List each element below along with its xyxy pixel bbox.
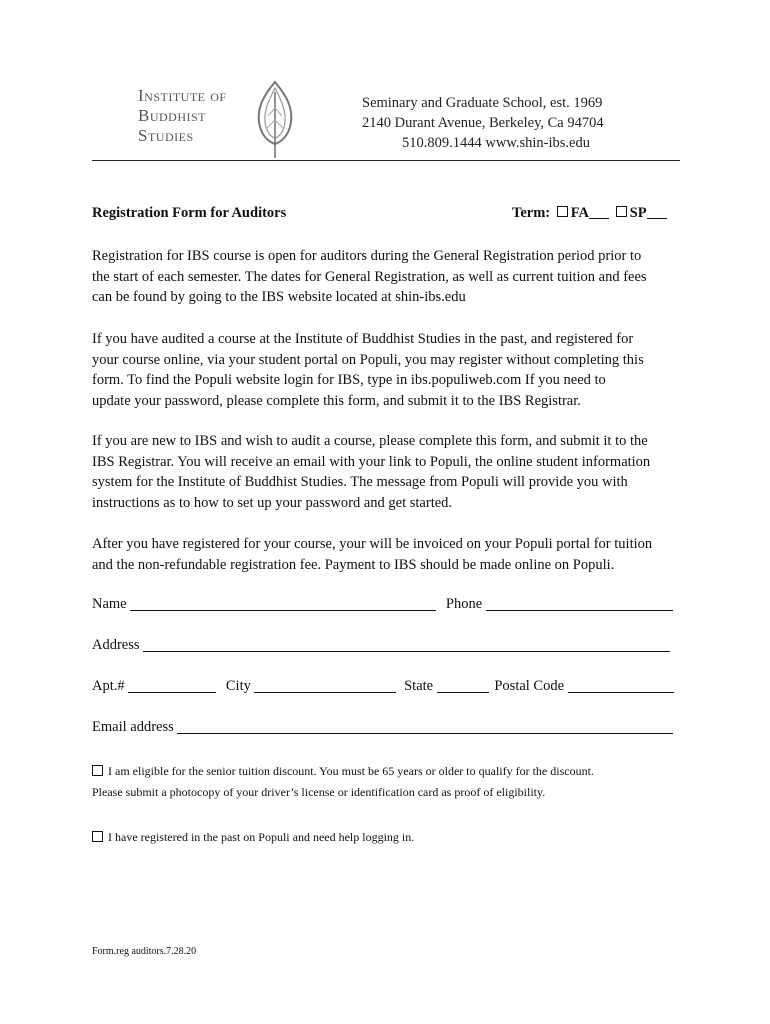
address-line-3: 510.809.1444 www.shin-ibs.edu [402, 135, 590, 151]
name-field[interactable] [130, 596, 436, 611]
apt-field[interactable] [128, 678, 216, 693]
paragraph-line: can be found by going to the IBS website located at shin-ibs.edu [92, 289, 466, 306]
paragraph-line: After you have registered for your course, your will be invoiced on your Populi portal for tuition [92, 536, 653, 552]
phone-label: Phone [445, 596, 483, 612]
state-label: State [404, 678, 434, 694]
paragraph-line: If you have audited a course at the Institute of Buddhist Studies in the past, and registered for [92, 331, 634, 347]
paragraph-line: IBS Registrar. You will receive an email with your link to Populi, the online student information [92, 453, 651, 470]
logo-line-3: Studies [138, 126, 194, 145]
postal-code-field[interactable] [568, 678, 674, 693]
postal-code-label: Postal Code [494, 678, 565, 694]
senior-discount-option [92, 761, 692, 803]
senior-discount-checkbox[interactable] [92, 765, 103, 776]
form-title: Registration Form for Auditors [92, 205, 287, 221]
logo-line-2: Buddhist [138, 106, 207, 125]
fa-checkbox[interactable] [557, 206, 568, 217]
paragraph-line: If you are new to IBS and wish to audit a course, please complete this form, and submit it to the [92, 433, 648, 449]
email-row [92, 719, 673, 739]
paragraph-line: form. To find the Populi website login for IBS, type in ibs.populiweb.com If you need to [92, 372, 606, 389]
logo-line-1: Institute of [138, 86, 227, 105]
term-selector [512, 205, 667, 222]
term-label: Term: [512, 205, 551, 221]
populi-help-text: I have registered in the past on Populi and need help logging in. [108, 830, 415, 844]
institute-logo-text [138, 86, 227, 146]
paragraph-line: Registration for IBS course is open for auditors during the General Registration period prior to [92, 248, 642, 264]
bodhi-leaf-icon [255, 78, 295, 160]
senior-discount-text-2: Please submit a photocopy of your driver’s license or identification card as proof of eligibility. [92, 785, 546, 799]
paragraph-line: your course online, via your student portal on Populi, you may register without completing this [92, 351, 644, 368]
senior-discount-text-1: I am eligible for the senior tuition discount. You must be 65 years or older to qualify for the discount. [108, 764, 594, 778]
apt-label: Apt.# [92, 678, 125, 694]
paragraph-returning-auditors [92, 329, 692, 411]
paragraph-line: and the non-refundable registration fee. Payment to IBS should be made online on Populi. [92, 556, 615, 573]
fa-label: FA [570, 205, 590, 221]
city-field[interactable] [254, 678, 396, 693]
paragraph-line: system for the Institute of Buddhist Studies. The message from Populi will provide you with [92, 474, 628, 491]
address-line-2: 2140 Durant Avenue, Berkeley, Ca 94704 [362, 115, 604, 131]
city-label: City [225, 678, 251, 694]
location-row [92, 678, 674, 698]
paragraph-new-auditors [92, 431, 692, 513]
fa-blank[interactable] [589, 206, 609, 219]
header-divider [92, 160, 680, 161]
address-row [92, 637, 670, 657]
email-field[interactable] [177, 719, 673, 734]
paragraph-line: the start of each semester. The dates for General Registration, as well as current tuition and fees [92, 268, 647, 285]
paragraph-invoicing [92, 534, 692, 575]
sp-checkbox[interactable] [616, 206, 627, 217]
paragraph-line: update your password, please complete this form, and submit it to the IBS Registrar. [92, 392, 581, 409]
phone-field[interactable] [486, 596, 673, 611]
paragraph-registration-info [92, 246, 692, 308]
institute-address [362, 93, 632, 153]
name-label: Name [92, 596, 127, 612]
populi-help-checkbox[interactable] [92, 831, 103, 842]
address-line-1: Seminary and Graduate School, est. 1969 [362, 95, 603, 111]
email-label: Email address [92, 719, 174, 735]
sp-blank[interactable] [647, 206, 667, 219]
state-field[interactable] [437, 678, 489, 693]
populi-help-option [92, 827, 692, 848]
sp-label: SP [629, 205, 647, 221]
address-label: Address [92, 637, 140, 653]
paragraph-line: instructions as to how to set up your password and get started. [92, 494, 453, 511]
address-field[interactable] [143, 637, 670, 652]
name-phone-row [92, 596, 673, 616]
form-code: Form.reg auditors.7.28.20 [92, 946, 197, 957]
